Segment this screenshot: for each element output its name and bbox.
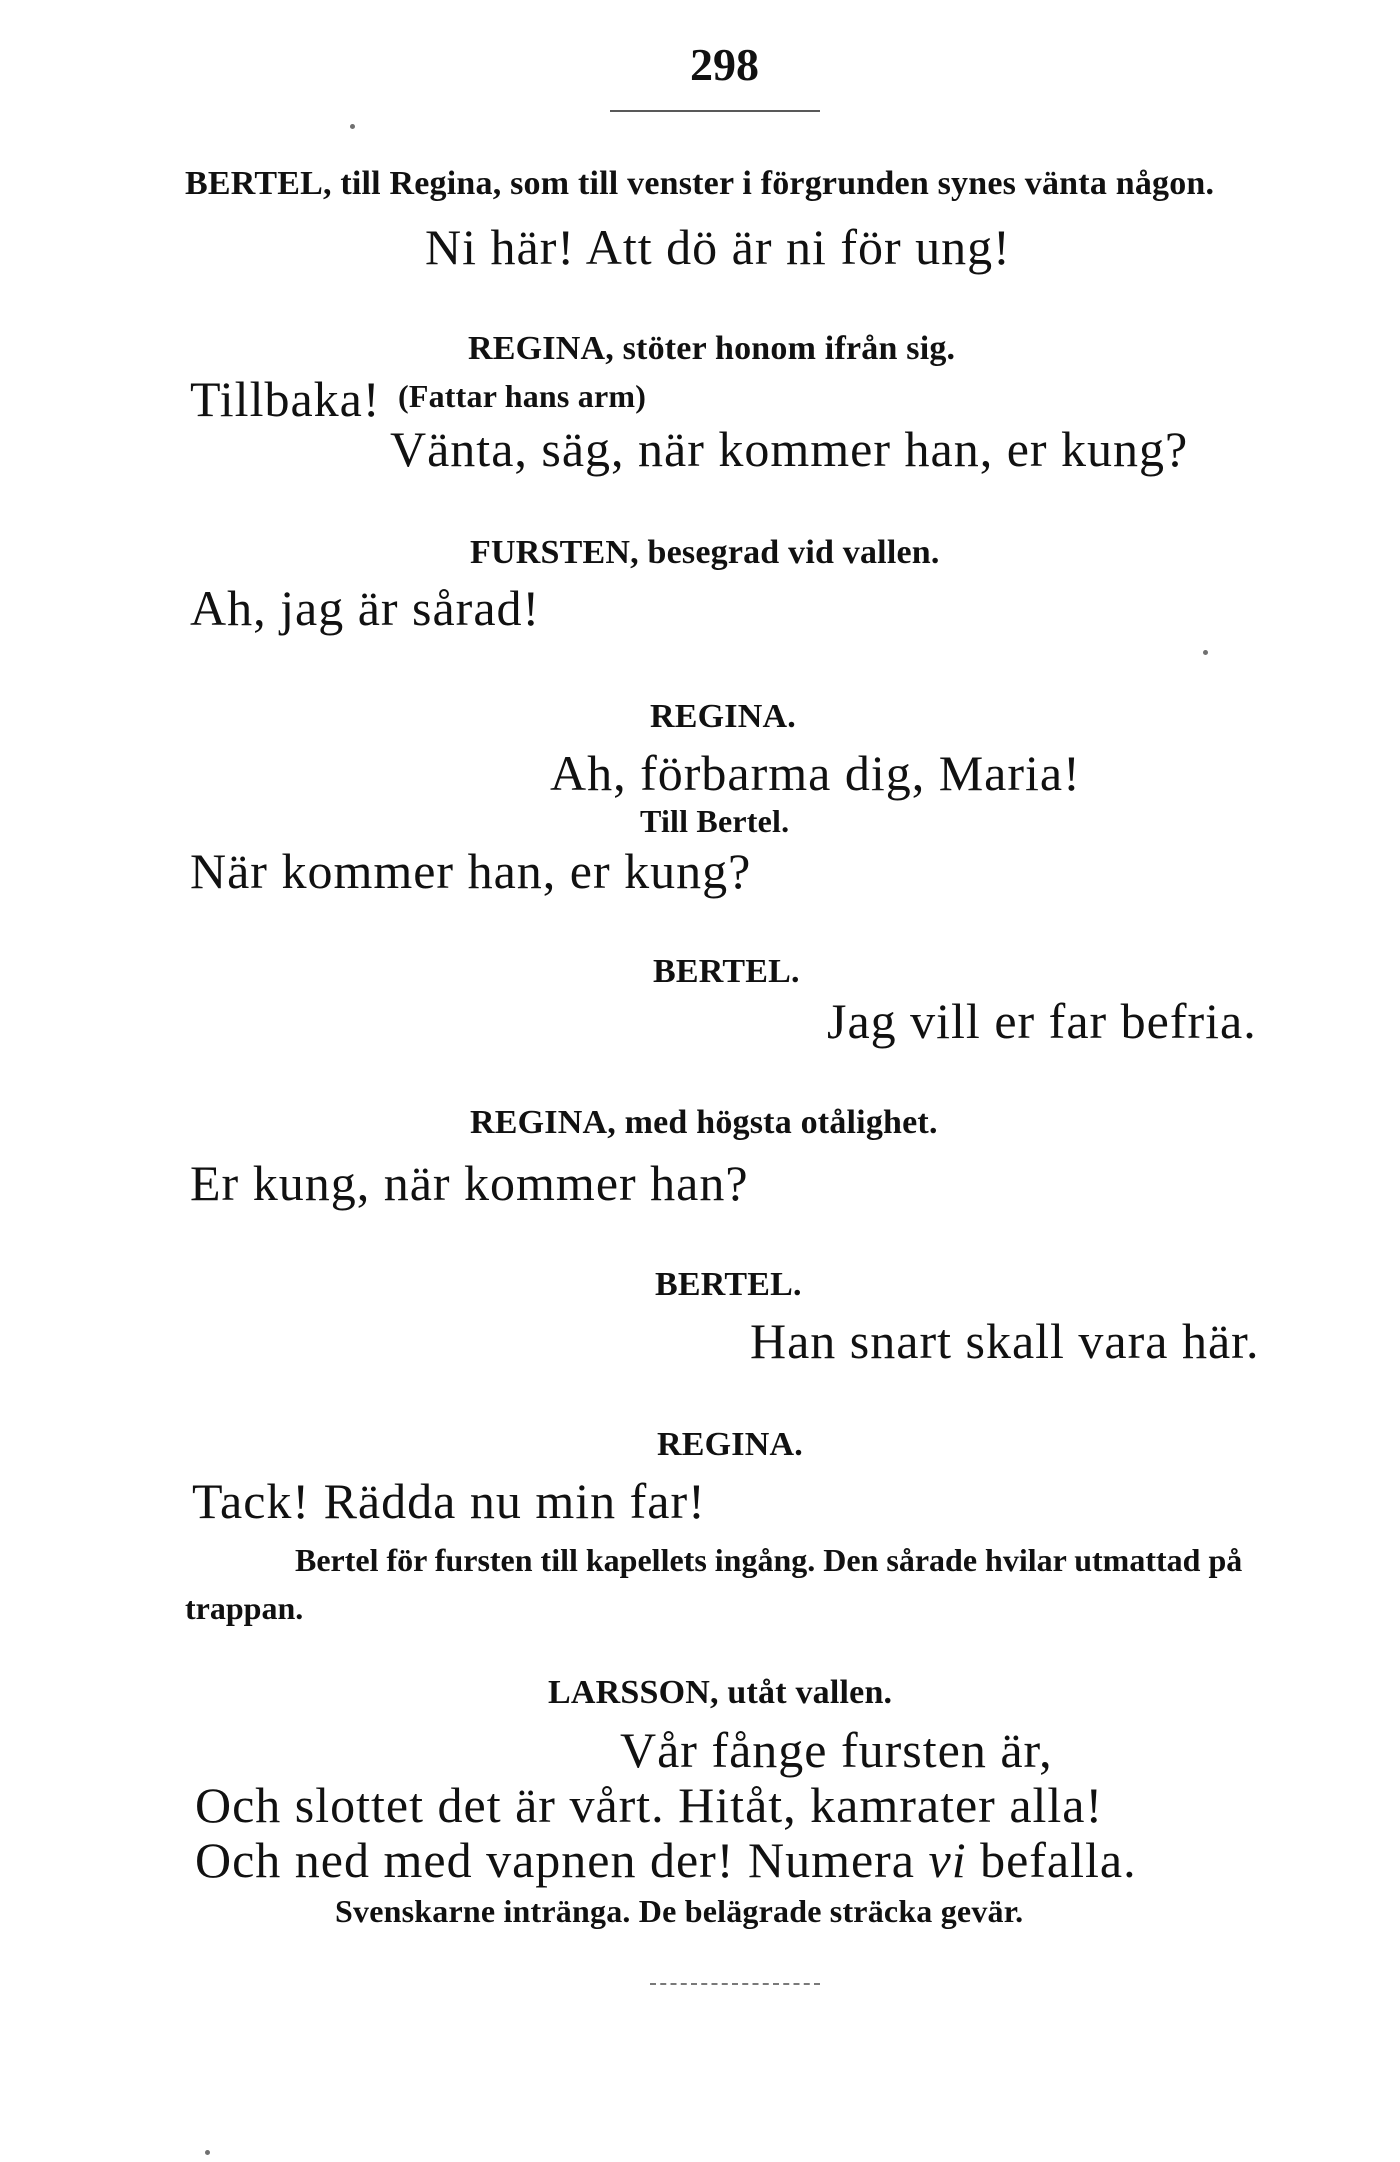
speaker-line-regina-1: REGINA, stöter honom ifrån sig. [468,330,956,367]
speaker-line-bertel-intro: BERTEL, till Regina, som till venster i förgrunden synes vänta någon. [185,165,1215,202]
speaker-line-regina-3: REGINA, med högsta otålighet. [470,1104,938,1141]
speaker-line-bertel-3: BERTEL. [655,1266,802,1303]
speaker-line-regina-4: REGINA. [657,1426,803,1463]
verse-line-4: Ah, jag är sårad! [190,580,541,636]
verse-line-5: Ah, förbarma dig, Maria! [550,745,1081,801]
top-rule [610,110,820,112]
speaker-line-fursten: FURSTEN, besegrad vid vallen. [470,534,940,571]
scan-speck [350,124,355,129]
verse-line-13-part-1: Och ned med vapnen der! Numera [195,1832,929,1888]
verse-line-12: Och slottet det är vårt. Hitåt, kamrater alla! [195,1777,1104,1833]
verse-line-13 [195,1832,1137,1888]
verse-line-2: Tillbaka! [190,371,381,427]
stage-direction-till-bertel: Till Bertel. [640,803,790,839]
verse-line-8: Er kung, när kommer han? [190,1155,749,1211]
stage-direction-ending: Svenskarne intränga. De belägrade sträcka gevär. [335,1893,1024,1929]
verse-line-3: Vänta, säg, när kommer han, er kung? [390,421,1189,477]
speaker-line-regina-2: REGINA. [650,698,796,735]
scan-speck [205,2150,210,2155]
speaker-line-bertel-2: BERTEL. [653,953,800,990]
verse-line-11: Vår fånge fursten är, [620,1722,1053,1778]
stage-direction-arm: (Fattar hans arm) [398,378,647,414]
speaker-line-larsson: LARSSON, utåt vallen. [548,1674,893,1711]
verse-line-13-part-3: befalla. [966,1832,1137,1888]
verse-line-1: Ni här! Att dö är ni för ung! [425,219,1011,275]
verse-line-7: Jag vill er far befria. [827,993,1257,1049]
verse-line-10: Tack! Rädda nu min far! [192,1473,706,1529]
bottom-rule [650,1983,820,1985]
verse-line-9: Han snart skall vara här. [750,1313,1260,1369]
stage-direction-kapellets: Bertel för fursten till kapellets ingång. Den sårade hvilar utmattad på trappan. [185,1542,1243,1626]
verse-line-6: När kommer han, er kung? [190,843,752,899]
page-number: 298 [690,39,759,90]
verse-line-13-italic-vi: vi [928,1832,967,1888]
scan-speck [1203,650,1208,655]
